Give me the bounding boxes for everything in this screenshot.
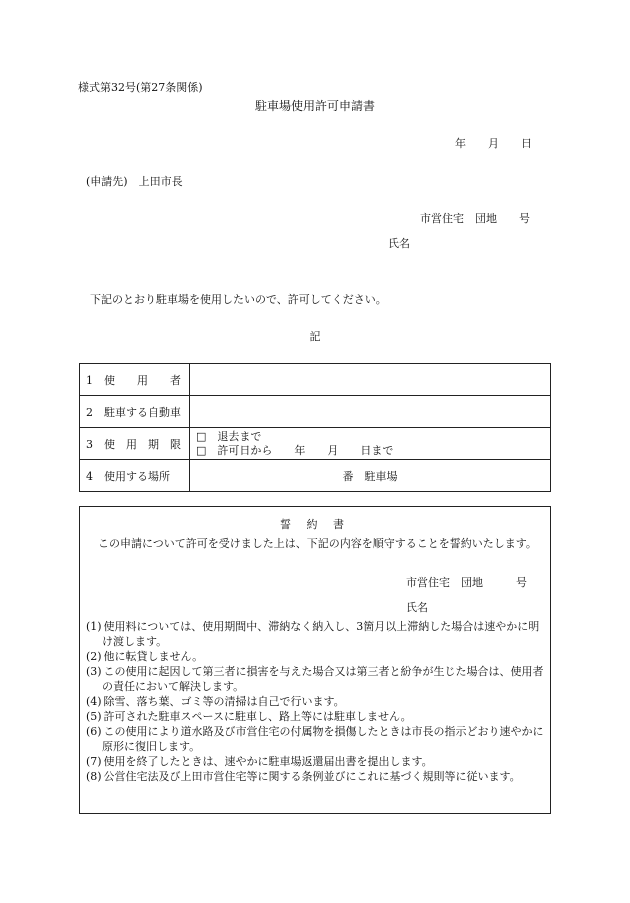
row-value-vehicle[interactable] xyxy=(190,396,551,428)
pledge-item-text: 公営住宅法及び上田市営住宅等に関する条例並びにこれに基づく規則等に従います。 xyxy=(103,770,521,783)
pledge-item-number: (6) xyxy=(86,725,102,738)
document-title: 駐車場使用許可申請書 xyxy=(254,99,375,113)
pledge-item xyxy=(86,664,546,694)
pledge-name-label: 氏名 xyxy=(406,601,428,614)
ki-heading: 記 xyxy=(309,330,321,343)
pledge-item xyxy=(86,619,546,649)
pledge-box xyxy=(79,506,551,814)
date-line xyxy=(455,137,532,150)
recipient-line: (申請先) 上田市長 xyxy=(86,175,183,188)
table-row xyxy=(80,428,551,460)
pledge-item-number: (2) xyxy=(86,650,102,663)
pledge-item-text: 使用料については、使用期間中、滞納なく納入し、3箇月以上滞納した場合は速やかに明け渡します。 xyxy=(102,620,540,648)
request-statement: 下記のとおり駐車場を使用したいので、許可してください。 xyxy=(90,293,387,306)
row-value-period xyxy=(190,428,551,460)
pledge-item xyxy=(86,724,546,754)
option-until-moveout[interactable]: □ 退去まで xyxy=(196,429,262,443)
row-label-user: 1 使 用 者 xyxy=(80,364,190,396)
pledge-item xyxy=(86,649,546,664)
pledge-address: 市営住宅 団地 号 xyxy=(406,576,527,589)
pledge-item-text: 許可された駐車スペースに駐車し、路上等には駐車しません。 xyxy=(103,710,412,723)
form-number-label: 様式第32号(第27条関係) xyxy=(78,81,203,94)
date-day-label: 日 xyxy=(521,137,532,150)
applicant-name-label: 氏名 xyxy=(388,237,410,250)
pledge-item-number: (8) xyxy=(86,770,102,783)
table-row xyxy=(80,396,551,428)
pledge-intro: この申請について許可を受けました上は、下記の内容を順守することを誓約いたします。 xyxy=(98,537,537,550)
date-month-label: 月 xyxy=(488,137,499,150)
pledge-item xyxy=(86,709,546,724)
pledge-item-text: 使用を終了したときは、速やかに駐車場返還届出書を提出します。 xyxy=(103,755,433,768)
pledge-item-number: (7) xyxy=(86,755,102,768)
pledge-item xyxy=(86,694,546,709)
date-year-label: 年 xyxy=(455,137,466,150)
applicant-address: 市営住宅 団地 号 xyxy=(420,212,530,225)
row-label-vehicle: 2 駐車する自動車 xyxy=(80,396,190,428)
pledge-item-text: この使用により道水路及び市営住宅の付属物を損傷したときは市長の指示どおり速やかに原形に復旧します。 xyxy=(102,725,544,753)
pledge-item xyxy=(86,769,546,784)
pledge-title: 誓 約 書 xyxy=(280,518,350,531)
option-from-permit-date[interactable]: □ 許可日から 年 月 日まで xyxy=(196,443,394,457)
pledge-item-text: この使用に起因して第三者に損害を与えた場合又は第三者と紛争が生じた場合は、使用者の責任において解決します。 xyxy=(102,665,544,693)
table-row xyxy=(80,364,551,396)
pledge-item xyxy=(86,754,546,769)
pledge-item-number: (4) xyxy=(86,695,102,708)
application-table xyxy=(79,363,551,492)
pledge-item-number: (5) xyxy=(86,710,102,723)
pledge-item-number: (1) xyxy=(86,620,102,633)
row-value-place[interactable]: 番 駐車場 xyxy=(190,460,551,492)
row-value-user[interactable] xyxy=(190,364,551,396)
table-row xyxy=(80,460,551,492)
pledge-item-text: 他に転貸しません。 xyxy=(103,650,204,663)
pledge-item-text: 除雪、落ち葉、ゴミ等の清掃は自己で行います。 xyxy=(103,695,345,708)
pledge-item-number: (3) xyxy=(86,665,102,678)
row-label-place: 4 使用する場所 xyxy=(80,460,190,492)
pledge-items xyxy=(86,619,546,784)
row-label-period: 3 使 用 期 限 xyxy=(80,428,190,460)
